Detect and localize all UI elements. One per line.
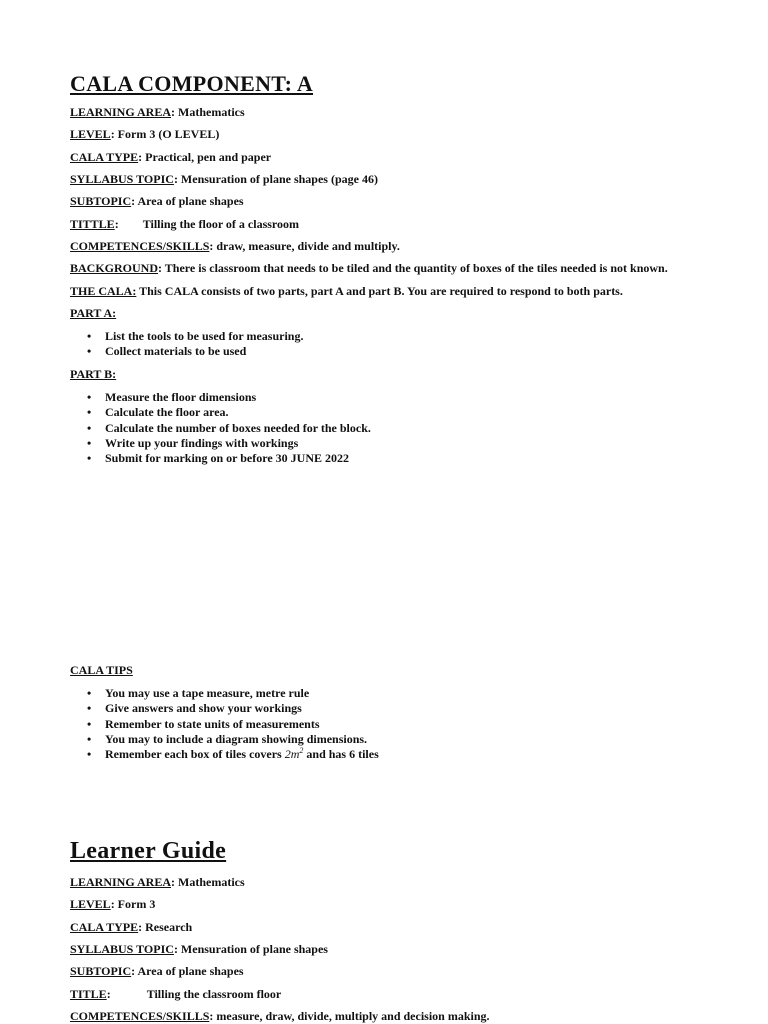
cala-type-value: : Practical, pen and paper — [138, 150, 272, 164]
level-label: LEVEL — [70, 897, 111, 911]
component-title — [70, 217, 299, 231]
list-item: • Give answers and show your workings — [87, 701, 302, 716]
cala-type-label: CALA TYPE — [70, 150, 139, 164]
syllabus-topic-label: SYLLABUS TOPIC — [70, 942, 174, 956]
level-value: : Form 3 — [110, 897, 156, 911]
area-exponent: 2 — [299, 746, 304, 756]
list-item: • Remember each box of tiles covers $2m^2$ and has 6 tiles — [87, 746, 379, 762]
component-cala-type — [70, 150, 271, 164]
bullet-icon: • — [87, 344, 92, 359]
title-label: TITLE — [70, 987, 107, 1001]
bullet-icon: • — [87, 747, 92, 762]
learning-area-value: : Mathematics — [171, 105, 245, 119]
list-item: • Write up your findings with workings — [87, 435, 299, 450]
learning-area-label: LEARNING AREA — [70, 875, 172, 889]
component-learning-area — [70, 105, 245, 119]
background-value: : There is classroom that needs to be tiled and the quantity of boxes of the tiles needed is not known. — [158, 261, 668, 275]
title-colon: : — [106, 987, 111, 1001]
bullet-icon: • — [87, 716, 92, 731]
learning-area-value: : Mathematics — [171, 875, 245, 889]
part-a-label: PART A: — [70, 306, 117, 320]
subtopic-value: : Area of plane shapes — [131, 964, 244, 978]
guide-subtopic — [70, 964, 244, 978]
component-subtopic — [70, 194, 244, 208]
subtopic-value: : Area of plane shapes — [131, 194, 244, 208]
bullet-icon: • — [87, 435, 92, 450]
list-item: • Submit for marking on or before 30 JUNE 2022 — [87, 451, 350, 466]
level-value: : Form 3 (O LEVEL) — [110, 127, 220, 141]
list-item: • You may use a tape measure, metre rule — [87, 686, 310, 700]
part-b-label: PART B: — [70, 367, 117, 381]
guide-syllabus-topic — [70, 942, 328, 956]
bullet-icon: • — [87, 686, 92, 700]
competences-label: COMPETENCES/SKILLS — [70, 239, 210, 253]
cala-type-value: : Research — [138, 920, 193, 934]
component-heading: CALA COMPONENT: A — [70, 71, 314, 96]
subtopic-label: SUBTOPIC — [70, 194, 132, 208]
competences-value: : draw, measure, divide and multiply. — [209, 239, 400, 253]
bullet-icon: • — [87, 420, 92, 435]
bullet-icon: • — [87, 405, 92, 420]
cala-type-label: CALA TYPE — [70, 920, 139, 934]
list-item: • Collect materials to be used — [87, 344, 247, 359]
bullet-icon: • — [87, 329, 92, 343]
component-syllabus-topic — [70, 172, 378, 186]
list-item: • You may to include a diagram showing dimensions. — [87, 731, 368, 746]
guide-learning-area — [70, 875, 245, 889]
syllabus-topic-value: : Mensuration of plane shapes (page 46) — [173, 172, 378, 186]
guide-cala-type — [70, 920, 192, 934]
bullet-icon: • — [87, 390, 92, 404]
list-item: • List the tools to be used for measuring. — [87, 329, 304, 343]
background-label: BACKGROUND — [70, 261, 159, 275]
title-label: TITTLE — [70, 217, 115, 231]
component-background — [70, 261, 668, 275]
syllabus-topic-value: : Mensuration of plane shapes — [173, 942, 328, 956]
competences-value: : measure, draw, divide, multiply and decision making. — [209, 1009, 490, 1023]
the-cala-label: THE CALA: — [70, 284, 137, 298]
level-label: LEVEL — [70, 127, 111, 141]
the-cala-value: This CALA consists of two parts, part A and part B. You are required to respond to both parts. — [136, 284, 623, 298]
tips-list — [70, 686, 379, 762]
bullet-icon: • — [87, 731, 92, 746]
part-b-list — [70, 390, 371, 466]
learning-area-label: LEARNING AREA — [70, 105, 172, 119]
subtopic-label: SUBTOPIC — [70, 964, 132, 978]
guide-title — [70, 987, 281, 1001]
component-level — [70, 127, 219, 141]
list-item: • Calculate the number of boxes needed for the block. — [87, 420, 371, 435]
part-a-list — [70, 329, 303, 360]
competences-label: COMPETENCES/SKILLS — [70, 1009, 210, 1023]
component-the-cala — [70, 284, 623, 298]
tips-label: CALA TIPS — [70, 663, 133, 677]
guide-heading: Learner Guide — [70, 838, 227, 864]
area-formula: 2m — [284, 747, 300, 762]
component-competences — [70, 239, 400, 253]
guide-competences — [70, 1009, 490, 1023]
title-colon: : — [114, 217, 119, 231]
guide-level — [70, 897, 155, 911]
bullet-icon: • — [87, 451, 92, 466]
list-item: • Calculate the floor area. — [87, 405, 229, 420]
list-item: • Remember to state units of measurements — [87, 716, 320, 731]
title-value: Tilling the classroom floor — [146, 987, 282, 1001]
bullet-icon: • — [87, 701, 92, 716]
syllabus-topic-label: SYLLABUS TOPIC — [70, 172, 174, 186]
list-item: • Measure the floor dimensions — [87, 390, 257, 404]
title-value: Tilling the floor of a classroom — [142, 217, 300, 231]
